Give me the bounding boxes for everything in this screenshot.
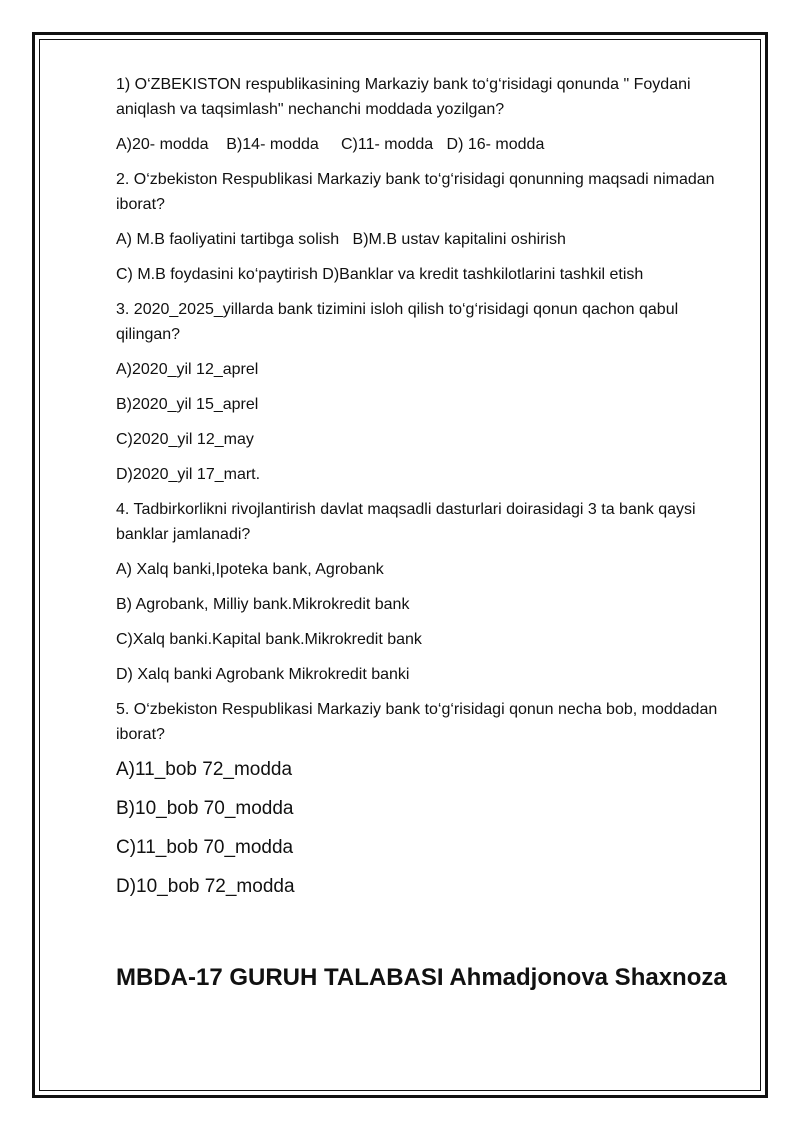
answer-option-c: C)Xalq banki.Kapital bank.Mikrokredit bank xyxy=(116,631,422,648)
author-signature: MBDA-17 GURUH TALABASI Ahmadjonova Shaxnoza xyxy=(116,964,727,991)
question-1 xyxy=(116,72,736,157)
answer-option-d: D)10_bob 72_modda xyxy=(116,876,295,897)
question-3 xyxy=(116,297,736,487)
answer-option-c: C)2020_yil 12_may xyxy=(116,431,254,448)
answer-option-a: A)2020_yil 12_aprel xyxy=(116,361,259,378)
answer-option-a: A) Xalq banki,Ipoteka bank, Agrobank xyxy=(116,561,384,578)
answer-option-c: C)11_bob 70_modda xyxy=(116,837,294,858)
answer-option: A) M.B faoliyatini tartibga solish B)M.B ustav kapitalini oshirish xyxy=(116,231,566,248)
question-5 xyxy=(116,697,736,900)
question-2 xyxy=(116,167,736,287)
answer-option-b: B)10_bob 70_modda xyxy=(116,798,294,819)
question-4 xyxy=(116,497,736,687)
question-text: 5. O‘zbekiston Respublikasi Markaziy bank to‘g‘risidagi qonun necha bob, moddadan iborat? xyxy=(116,701,722,743)
question-text: 2. O‘zbekiston Respublikasi Markaziy bank to‘g‘risidagi qonunning maqsadi nimadan iborat? xyxy=(116,171,719,213)
document-body xyxy=(116,72,736,913)
question-text: 3. 2020_2025_yillarda bank tizimini isloh qilish to‘g‘risidagi qonun qachon qabul qilingan? xyxy=(116,301,683,343)
answer-option-d: D) Xalq banki Agrobank Mikrokredit banki xyxy=(116,666,410,683)
answer-options: A)20- modda B)14- modda C)11- modda D) 16- modda xyxy=(116,136,545,153)
answer-option-b: B) Agrobank, Milliy bank.Mikrokredit bank xyxy=(116,596,410,613)
question-text: 4. Tadbirkorlikni rivojlantirish davlat maqsadli dasturlari doirasidagi 3 ta bank qaysi banklar jamlanadi? xyxy=(116,501,700,543)
answer-option: C) M.B foydasini ko‘paytirish D)Banklar va kredit tashkilotlarini tashkil etish xyxy=(116,266,644,283)
question-text: 1) O‘ZBEKISTON respublikasining Markaziy bank to‘g‘risidagi qonunda " Foydani aniqlash va taqsimlash" nechanchi moddada yozilgan? xyxy=(116,76,695,118)
answer-option-a: A)11_bob 72_modda xyxy=(116,759,293,780)
answer-option-b: B)2020_yil 15_aprel xyxy=(116,396,259,413)
answer-option-d: D)2020_yil 17_mart. xyxy=(116,466,261,483)
